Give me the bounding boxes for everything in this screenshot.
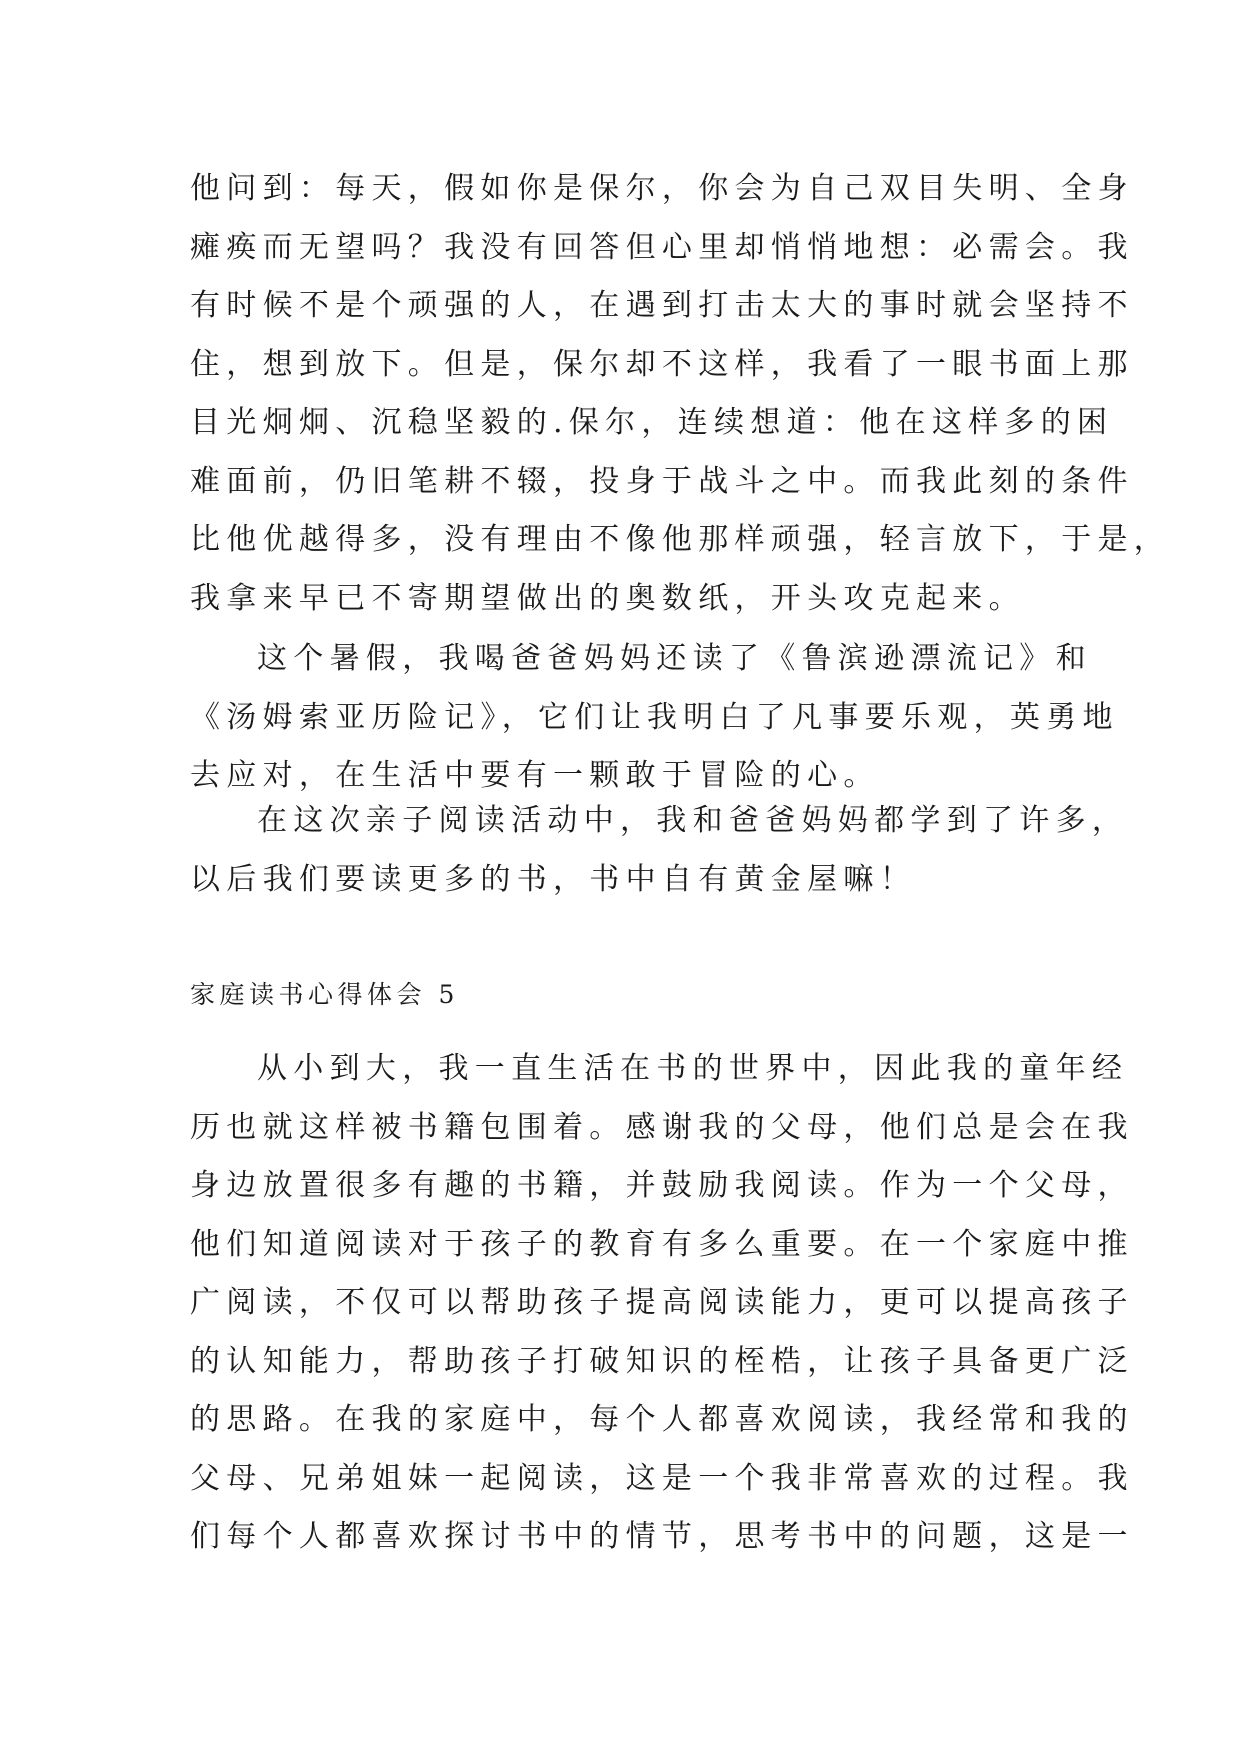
text-line: 有时候不是个顽强的人，在遇到打击太大的事时就会坚持不: [190, 288, 1134, 323]
text-line: 比他优越得多，没有理由不像他那样顽强，轻言放下，于是，: [190, 522, 1171, 557]
text-line: 历也就这样被书籍包围着。感谢我的父母，他们总是会在我: [190, 1109, 1134, 1145]
text-line: 的思路。在我的家庭中，每个人都喜欢阅读，我经常和我的: [190, 1402, 1134, 1437]
text-line: 们每个人都喜欢探讨书中的情节，思考书中的问题，这是一: [190, 1519, 1134, 1554]
text-line: 住，想到放下。但是，保尔却不这样，我看了一眼书面上那: [190, 346, 1134, 382]
paragraph: [190, 1040, 1134, 1567]
text-line: 以后我们要读更多的书，书中自有黄金屋嘛！: [190, 861, 916, 897]
text-line: 在这次亲子阅读活动中，我和爸爸妈妈都学到了许多，: [257, 803, 1129, 838]
text-line: 难面前，仍旧笔耕不辍，投身于战斗之中。而我此刻的条件: [190, 463, 1134, 499]
text-line: 他问到：每天，假如你是保尔，你会为自己双目失明、全身: [190, 171, 1134, 206]
text-line: 我拿来早已不寄期望做出的奥数纸，开头攻克起来。: [190, 580, 1025, 616]
text-line: 广阅读，不仅可以帮助孩子提高阅读能力，更可以提高孩子: [190, 1285, 1134, 1320]
paragraph: [190, 792, 1129, 909]
text-line: 去应对，在生活中要有一颗敢于冒险的心。: [190, 758, 880, 793]
text-line: 这个暑假，我喝爸爸妈妈还读了《鲁滨逊漂流记》和: [257, 641, 1092, 676]
paragraph: [190, 630, 1119, 806]
text-line: 他们知道阅读对于孩子的教育有多么重要。在一个家庭中推: [190, 1226, 1134, 1262]
section-heading: 家庭读书心得体会 5: [190, 980, 459, 1009]
text-line: 的认知能力，帮助孩子打破知识的桎梏，让孩子具备更广泛: [190, 1343, 1134, 1379]
text-line: 父母、兄弟姐妹一起阅读，这是一个我非常喜欢的过程。我: [190, 1460, 1134, 1496]
text-line: 目光炯炯、沉稳坚毅的.保尔，连续想道：他在这样多的困: [190, 405, 1114, 440]
text-line: 《汤姆索亚历险记》，它们让我明白了凡事要乐观，英勇地: [190, 699, 1119, 735]
text-line: 瘫痪而无望吗？我没有回答但心里却悄悄地想：必需会。我: [190, 229, 1134, 265]
paragraph: [190, 160, 1171, 628]
text-line: 从小到大，我一直生活在书的世界中，因此我的童年经: [257, 1051, 1129, 1086]
text-line: 身边放置很多有趣的书籍，并鼓励我阅读。作为一个父母，: [190, 1168, 1134, 1203]
